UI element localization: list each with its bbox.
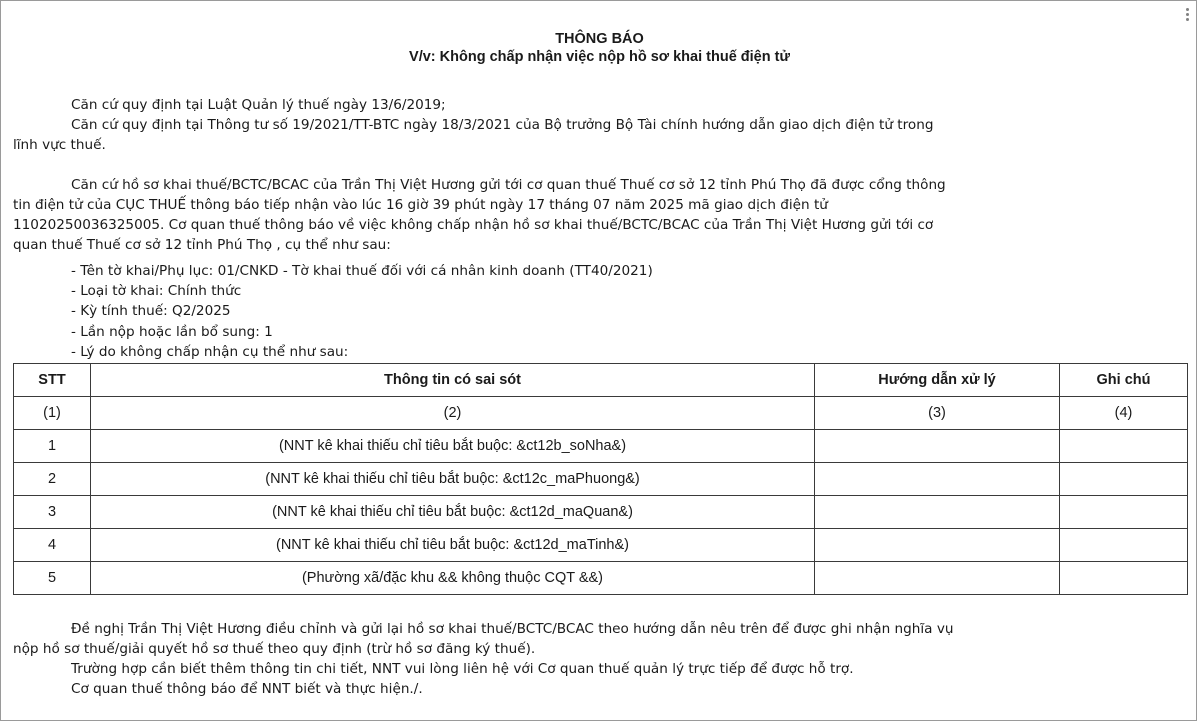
paragraph-line: Đề nghị Trần Thị Việt Hương điều chỉnh và gửi lại hồ sơ khai thuế/BCTC/BCAC theo hướng dẫn nêu trên để được ghi nhận nghĩa vụ — [71, 621, 954, 637]
row-number: 5 — [14, 562, 91, 595]
guidance-cell — [815, 496, 1060, 529]
paragraph-line: lĩnh vực thuế. — [13, 137, 106, 153]
error-info: (NNT kê khai thiếu chỉ tiêu bắt buộc: &ct12d_maQuan&) — [91, 496, 815, 529]
error-table — [13, 363, 1188, 595]
title-subject: V/v: Không chấp nhận việc nộp hồ sơ khai thuế điện tử — [409, 49, 790, 65]
paragraph-line: quan thuế Thuế cơ sở 12 tỉnh Phú Thọ , cụ thể như sau: — [13, 237, 391, 253]
declaration-details — [71, 261, 1197, 362]
paragraph-line: Căn cứ hồ sơ khai thuế/BCTC/BCAC của Trần Thị Việt Hương gửi tới cơ quan thuế Thuế cơ sở 12 tỉnh Phú Thọ đã được cổng thông — [71, 177, 946, 193]
detail-item: - Tên tờ khai/Phụ lục: 01/CNKD - Tờ khai thuế đối với cá nhân kinh doanh (TT40/2021) — [71, 263, 653, 279]
index-cell: (3) — [815, 397, 1060, 430]
paragraph-line: Trường hợp cần biết thêm thông tin chi tiết, NNT vui lòng liên hệ với Cơ quan thuế quản lý trực tiếp để được hỗ trợ. — [71, 661, 854, 677]
request-paragraph — [13, 619, 1178, 699]
error-info: (NNT kê khai thiếu chỉ tiêu bắt buộc: &ct12d_maTinh&) — [91, 529, 815, 562]
table-row — [14, 463, 1188, 496]
note-cell — [1060, 529, 1188, 562]
guidance-cell — [815, 562, 1060, 595]
title-heading: THÔNG BÁO — [555, 31, 644, 47]
header-stt: STT — [14, 364, 91, 397]
submission-paragraph — [13, 175, 1178, 255]
detail-item: - Loại tờ khai: Chính thức — [71, 283, 242, 300]
detail-item: - Kỳ tính thuế: Q2/2025 — [71, 303, 231, 320]
row-number: 3 — [14, 496, 91, 529]
error-info: (Phường xã/đặc khu && không thuộc CQT &&) — [91, 562, 815, 595]
table-row — [14, 562, 1188, 595]
guidance-cell — [815, 463, 1060, 496]
error-info: (NNT kê khai thiếu chỉ tiêu bắt buộc: &ct12b_soNha&) — [91, 430, 815, 463]
table-row — [14, 496, 1188, 529]
note-cell — [1060, 562, 1188, 595]
error-info: (NNT kê khai thiếu chỉ tiêu bắt buộc: &ct12c_maPhuong&) — [91, 463, 815, 496]
table-row — [14, 430, 1188, 463]
paragraph-line: tin điện tử của CỤC THUẾ thông báo tiếp nhận vào lúc 16 giờ 39 phút ngày 17 tháng 07 năm 2025 mã giao dịch điện tử — [13, 197, 828, 213]
table-header-row — [14, 364, 1188, 397]
header-guidance: Hướng dẫn xử lý — [815, 364, 1060, 397]
detail-item: - Lần nộp hoặc lần bổ sung: 1 — [71, 323, 273, 340]
table-row — [14, 529, 1188, 562]
header-note: Ghi chú — [1060, 364, 1188, 397]
detail-item: - Lý do không chấp nhận cụ thể như sau: — [71, 343, 349, 360]
row-number: 2 — [14, 463, 91, 496]
table-index-row — [14, 397, 1188, 430]
paragraph-line: Cơ quan thuế thông báo để NNT biết và thực hiện./. — [71, 681, 423, 697]
guidance-cell — [815, 529, 1060, 562]
note-cell — [1060, 463, 1188, 496]
paragraph-line: Căn cứ quy định tại Luật Quản lý thuế ngày 13/6/2019; — [71, 97, 446, 113]
row-number: 4 — [14, 529, 91, 562]
header-error-info: Thông tin có sai sót — [91, 364, 815, 397]
guidance-cell — [815, 430, 1060, 463]
note-cell — [1060, 430, 1188, 463]
row-number: 1 — [14, 430, 91, 463]
paragraph-line: Căn cứ quy định tại Thông tư số 19/2021/TT-BTC ngày 18/3/2021 của Bộ trưởng Bộ Tài chính hướng dẫn giao dịch điện tử trong — [71, 117, 934, 133]
note-cell — [1060, 496, 1188, 529]
notice-title — [1, 30, 1197, 66]
index-cell: (1) — [14, 397, 91, 430]
vertical-dots-icon[interactable] — [1186, 8, 1189, 21]
paragraph-line: nộp hồ sơ thuế/giải quyết hồ sơ thuế theo quy định (trừ hồ sơ đăng ký thuế). — [13, 641, 536, 657]
paragraph-line: 11020250036325005. Cơ quan thuế thông báo về việc không chấp nhận hồ sơ khai thuế/BCTC/BCAC của Trần Thị Việt Hương gửi tới cơ — [13, 217, 934, 233]
index-cell: (2) — [91, 397, 815, 430]
legal-basis-paragraph — [13, 95, 1178, 155]
index-cell: (4) — [1060, 397, 1188, 430]
